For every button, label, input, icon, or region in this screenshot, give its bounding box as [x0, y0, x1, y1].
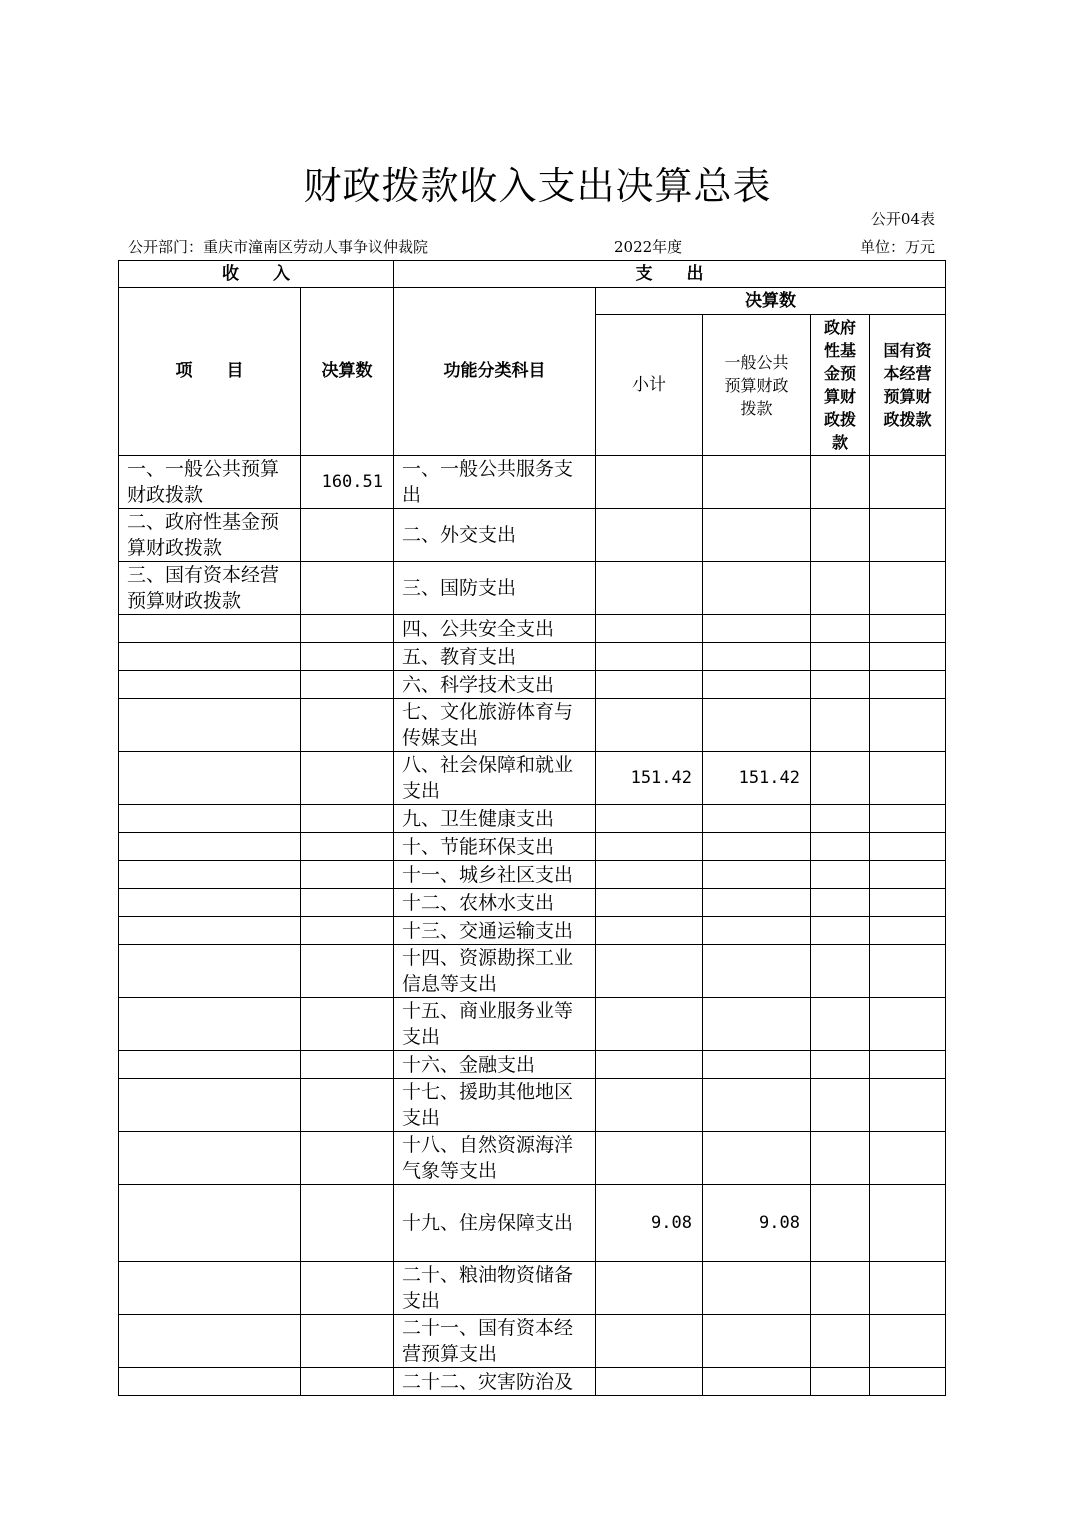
income-amount-cell [301, 752, 394, 805]
gov-fund-cell [811, 1051, 870, 1079]
income-amount-cell [301, 805, 394, 833]
income-amount-cell [301, 889, 394, 917]
general-budget-cell [703, 615, 811, 643]
expense-item-cell: 九、卫生健康支出 [394, 805, 596, 833]
gov-fund-cell [811, 1185, 870, 1262]
gov-fund-cell [811, 1262, 870, 1315]
subtotal-cell [596, 699, 703, 752]
income-item-cell [119, 1132, 301, 1185]
subtotal-cell [596, 889, 703, 917]
form-number: 公开04表 [870, 210, 935, 228]
subtotal-cell [596, 562, 703, 615]
gov-fund-cell [811, 562, 870, 615]
table-row [119, 833, 946, 861]
function-class-header: 功能分类科目 [394, 288, 596, 456]
income-item-cell [119, 833, 301, 861]
general-budget-cell [703, 1132, 811, 1185]
income-item-cell [119, 643, 301, 671]
table-row [119, 1051, 946, 1079]
state-capital-cell [870, 643, 946, 671]
income-item-cell [119, 945, 301, 998]
general-budget-cell [703, 699, 811, 752]
gov-fund-cell [811, 615, 870, 643]
expense-item-cell: 十七、援助其他地区支出 [394, 1079, 596, 1132]
expense-item-cell: 八、社会保障和就业支出 [394, 752, 596, 805]
subtotal-cell [596, 945, 703, 998]
expense-item-cell: 六、科学技术支出 [394, 671, 596, 699]
subtotal-cell [596, 456, 703, 509]
income-item-cell [119, 671, 301, 699]
gov-fund-cell [811, 861, 870, 889]
income-item-cell [119, 752, 301, 805]
income-amount-cell [301, 861, 394, 889]
state-capital-cell [870, 1079, 946, 1132]
subtotal-cell [596, 861, 703, 889]
income-item-cell [119, 889, 301, 917]
income-amount-cell [301, 615, 394, 643]
table-row [119, 1185, 946, 1262]
income-item-cell [119, 861, 301, 889]
income-amount-cell [301, 1315, 394, 1368]
income-item-cell [119, 1051, 301, 1079]
income-item-cell [119, 1368, 301, 1396]
state-capital-cell [870, 998, 946, 1051]
table-row [119, 643, 946, 671]
subtotal-cell [596, 671, 703, 699]
general-budget-cell [703, 998, 811, 1051]
general-budget-cell [703, 671, 811, 699]
gov-fund-cell [811, 671, 870, 699]
expense-item-cell: 十二、农林水支出 [394, 889, 596, 917]
table-row [119, 509, 946, 562]
expense-item-cell: 十一、城乡社区支出 [394, 861, 596, 889]
state-capital-cell [870, 1132, 946, 1185]
general-budget-cell [703, 945, 811, 998]
income-item-cell [119, 699, 301, 752]
table-row [119, 1132, 946, 1185]
general-budget-cell [703, 1262, 811, 1315]
income-amount-cell [301, 1185, 394, 1262]
income-item-cell [119, 1079, 301, 1132]
state-capital-header: 国有资本经营预算财政拨款 [870, 315, 946, 456]
income-item-cell [119, 917, 301, 945]
general-budget-cell [703, 805, 811, 833]
table-row [119, 945, 946, 998]
gov-fund-cell [811, 1315, 870, 1368]
expense-item-cell: 十八、自然资源海洋气象等支出 [394, 1132, 596, 1185]
income-amount-cell [301, 562, 394, 615]
general-budget-cell [703, 1368, 811, 1396]
state-capital-cell [870, 1185, 946, 1262]
income-amount-cell: 160.51 [301, 456, 394, 509]
gov-fund-header: 政府性基金预算财政拨款 [811, 315, 870, 456]
income-item-cell [119, 615, 301, 643]
subtotal-cell: 9.08 [596, 1185, 703, 1262]
expense-item-cell: 四、公共安全支出 [394, 615, 596, 643]
final-amount-header: 决算数 [301, 288, 394, 456]
expense-item-cell: 十六、金融支出 [394, 1051, 596, 1079]
item-header: 项 目 [119, 288, 301, 456]
subtotal-cell [596, 643, 703, 671]
expense-item-cell: 十九、住房保障支出 [394, 1185, 596, 1262]
summary-table [118, 260, 946, 1396]
table-row [119, 456, 946, 509]
income-amount-cell [301, 509, 394, 562]
unit-label: 单位：万元 [859, 238, 935, 256]
income-item-cell [119, 1185, 301, 1262]
final-amount-group-header: 决算数 [596, 288, 946, 315]
income-amount-cell [301, 1132, 394, 1185]
state-capital-cell [870, 805, 946, 833]
gov-fund-cell [811, 509, 870, 562]
general-budget-cell [703, 1051, 811, 1079]
state-capital-cell [870, 671, 946, 699]
state-capital-cell [870, 615, 946, 643]
income-amount-cell [301, 671, 394, 699]
table-row [119, 615, 946, 643]
income-item-cell: 一、一般公共预算财政拨款 [119, 456, 301, 509]
state-capital-cell [870, 1315, 946, 1368]
expense-item-cell: 二、外交支出 [394, 509, 596, 562]
income-amount-cell [301, 1079, 394, 1132]
subtotal-cell [596, 917, 703, 945]
general-budget-cell [703, 643, 811, 671]
table-row [119, 805, 946, 833]
table-row [119, 671, 946, 699]
table-row [119, 1262, 946, 1315]
state-capital-cell [870, 752, 946, 805]
subtotal-cell [596, 833, 703, 861]
expense-item-cell: 十三、交通运输支出 [394, 917, 596, 945]
table-row [119, 889, 946, 917]
gov-fund-cell [811, 1368, 870, 1396]
income-amount-cell [301, 699, 394, 752]
income-item-cell [119, 1315, 301, 1368]
state-capital-cell [870, 1051, 946, 1079]
table-row [119, 1315, 946, 1368]
gov-fund-cell [811, 1079, 870, 1132]
income-amount-cell [301, 998, 394, 1051]
income-item-cell: 二、政府性基金预算财政拨款 [119, 509, 301, 562]
subtotal-cell [596, 509, 703, 562]
subtotal-header: 小计 [596, 315, 703, 456]
expense-item-cell: 三、国防支出 [394, 562, 596, 615]
table-row [119, 861, 946, 889]
expense-item-cell: 七、文化旅游体育与传媒支出 [394, 699, 596, 752]
subtotal-cell [596, 1315, 703, 1368]
page-title: 财政拨款收入支出决算总表 [303, 164, 772, 208]
income-amount-cell [301, 1051, 394, 1079]
state-capital-cell [870, 889, 946, 917]
state-capital-cell [870, 917, 946, 945]
gov-fund-cell [811, 998, 870, 1051]
general-budget-cell [703, 833, 811, 861]
state-capital-cell [870, 562, 946, 615]
gov-fund-cell [811, 752, 870, 805]
table-row [119, 562, 946, 615]
table-row [119, 752, 946, 805]
general-budget-cell [703, 456, 811, 509]
gov-fund-cell [811, 1132, 870, 1185]
state-capital-cell [870, 861, 946, 889]
income-item-cell: 三、国有资本经营预算财政拨款 [119, 562, 301, 615]
income-amount-cell [301, 1368, 394, 1396]
income-amount-cell [301, 945, 394, 998]
expense-item-cell: 二十二、灾害防治及 [394, 1368, 596, 1396]
state-capital-cell [870, 456, 946, 509]
income-amount-cell [301, 643, 394, 671]
gov-fund-cell [811, 805, 870, 833]
income-amount-cell [301, 1262, 394, 1315]
general-budget-cell [703, 562, 811, 615]
subtotal-cell [596, 1132, 703, 1185]
general-budget-cell [703, 1315, 811, 1368]
gov-fund-cell [811, 456, 870, 509]
general-budget-header: 一般公共预算财政拨款 [703, 315, 811, 456]
state-capital-cell [870, 1368, 946, 1396]
general-budget-cell [703, 861, 811, 889]
general-budget-cell [703, 1079, 811, 1132]
subtotal-cell [596, 1368, 703, 1396]
state-capital-cell [870, 1262, 946, 1315]
general-budget-cell [703, 917, 811, 945]
subtotal-cell: 151.42 [596, 752, 703, 805]
table-row [119, 1368, 946, 1396]
expense-item-cell: 二十一、国有资本经营预算支出 [394, 1315, 596, 1368]
table-row [119, 699, 946, 752]
state-capital-cell [870, 833, 946, 861]
general-budget-cell [703, 509, 811, 562]
state-capital-cell [870, 699, 946, 752]
subtotal-cell [596, 998, 703, 1051]
general-budget-cell: 151.42 [703, 752, 811, 805]
income-item-cell [119, 1262, 301, 1315]
income-item-cell [119, 998, 301, 1051]
expense-item-cell: 二十、粮油物资储备支出 [394, 1262, 596, 1315]
table-row [119, 1079, 946, 1132]
department-label: 公开部门：重庆市潼南区劳动人事争议仲裁院 [128, 238, 429, 256]
subtotal-cell [596, 615, 703, 643]
gov-fund-cell [811, 889, 870, 917]
general-budget-cell: 9.08 [703, 1185, 811, 1262]
state-capital-cell [870, 945, 946, 998]
gov-fund-cell [811, 699, 870, 752]
expense-item-cell: 五、教育支出 [394, 643, 596, 671]
income-amount-cell [301, 917, 394, 945]
subtotal-cell [596, 805, 703, 833]
subtotal-cell [596, 1051, 703, 1079]
income-item-cell [119, 805, 301, 833]
income-header: 收 入 [119, 261, 394, 288]
gov-fund-cell [811, 833, 870, 861]
gov-fund-cell [811, 643, 870, 671]
expense-item-cell: 十四、资源勘探工业信息等支出 [394, 945, 596, 998]
subtotal-cell [596, 1079, 703, 1132]
gov-fund-cell [811, 917, 870, 945]
year-label: 2022年度 [614, 238, 683, 256]
subtotal-cell [596, 1262, 703, 1315]
state-capital-cell [870, 509, 946, 562]
expense-item-cell: 十五、商业服务业等支出 [394, 998, 596, 1051]
expense-header: 支 出 [394, 261, 946, 288]
expense-item-cell: 一、一般公共服务支出 [394, 456, 596, 509]
expense-item-cell: 十、节能环保支出 [394, 833, 596, 861]
table-row [119, 998, 946, 1051]
table-row [119, 917, 946, 945]
gov-fund-cell [811, 945, 870, 998]
general-budget-cell [703, 889, 811, 917]
income-amount-cell [301, 833, 394, 861]
